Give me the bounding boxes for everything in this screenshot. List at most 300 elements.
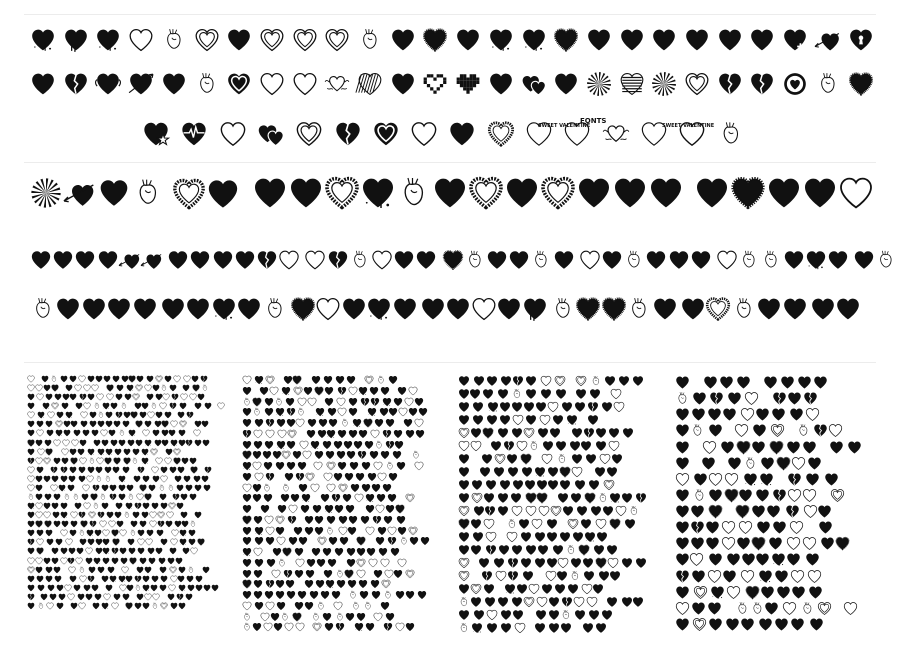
heart-solid-icon — [164, 375, 172, 383]
heart-solid-icon — [170, 602, 178, 610]
heart-solid-icon — [300, 504, 310, 514]
heart-solid-icon — [393, 249, 415, 271]
heart-solid-icon — [334, 504, 344, 514]
heart-solid-icon — [125, 575, 133, 583]
heart-broken-icon — [67, 557, 75, 565]
heart-solid-icon — [483, 492, 495, 504]
heart-broken-icon — [772, 391, 787, 406]
heart-solid-icon — [346, 375, 356, 385]
heart-solid-icon — [315, 579, 325, 589]
heart-outline-icon — [46, 602, 54, 610]
heart-solid-icon — [132, 511, 140, 519]
heart-solid-icon — [500, 622, 512, 634]
heart-solid-icon — [470, 544, 482, 556]
heart-grunge-icon — [142, 584, 150, 592]
heart-grunge-icon — [254, 526, 264, 536]
heart-double-icon — [275, 515, 285, 525]
heart-solid-icon — [546, 557, 558, 569]
heart-solid-icon — [344, 472, 354, 482]
heart-anatomical-icon — [296, 407, 306, 417]
heart-solid-icon — [306, 558, 316, 568]
heart-solid-icon — [493, 466, 505, 478]
heart-solid-icon — [316, 558, 326, 568]
heart-outline-icon — [414, 461, 424, 471]
heart-outline-icon — [71, 439, 79, 447]
heart-solid-icon — [847, 440, 862, 455]
heart-solid-icon — [337, 461, 347, 471]
heart-anatomical-icon — [50, 375, 58, 383]
heart-solid-icon — [288, 536, 298, 546]
heart-solid-icon — [518, 518, 530, 530]
heart-solid-icon — [497, 492, 509, 504]
heart-outline-icon — [168, 584, 176, 592]
heart-solid-icon — [298, 483, 308, 493]
heart-outline-icon — [536, 596, 548, 608]
heart-solid-icon — [774, 617, 789, 632]
heart-anatomical-icon — [150, 402, 158, 410]
heart-solid-icon — [508, 249, 530, 271]
heart-solid-icon — [252, 450, 262, 460]
heart-solid-icon — [365, 622, 375, 632]
heart-solid-icon — [176, 484, 184, 492]
heart-wavy-icon — [705, 296, 731, 322]
heart-solid-icon — [575, 388, 587, 400]
heart-scalloped-icon — [70, 457, 78, 465]
heart-solid-icon — [675, 536, 690, 551]
heart-solid-icon — [791, 585, 806, 600]
heart-outline-icon — [354, 493, 364, 503]
heart-outline-icon — [36, 393, 44, 401]
heart-solid-icon — [751, 440, 766, 455]
heart-anatomical-icon — [556, 453, 568, 465]
heart-solid-icon — [548, 596, 560, 608]
heart-anatomical-icon — [129, 529, 137, 537]
heart-solid-icon — [405, 622, 415, 632]
heart-double-icon — [458, 505, 470, 517]
heart-solid-icon — [337, 429, 347, 439]
heart-outline-icon — [121, 566, 129, 574]
heart-scalloped-icon — [44, 520, 52, 528]
heart-solid-icon — [324, 386, 334, 396]
heart-solid-icon — [139, 557, 147, 565]
heart-solid-icon — [136, 566, 144, 574]
heart-double-icon — [405, 493, 415, 503]
heart-solid-icon — [46, 538, 54, 546]
heart-solid-icon — [853, 249, 875, 271]
heart-outline-icon — [170, 538, 178, 546]
heart-solid-icon — [322, 612, 332, 622]
heart-solid-icon — [242, 590, 252, 600]
heart-solid-icon — [380, 450, 390, 460]
heart-solid-icon — [574, 609, 586, 621]
heart-anatomical-icon — [30, 296, 56, 322]
heart-solid-icon — [380, 386, 390, 396]
heart-outline-icon — [295, 622, 305, 632]
heart-grunge-icon — [211, 296, 237, 322]
heart-solid-icon — [46, 429, 54, 437]
heart-solid-icon — [127, 538, 135, 546]
heart-scalloped-icon — [192, 384, 200, 392]
heart-solid-icon — [87, 393, 95, 401]
heart-solid-icon — [139, 411, 147, 419]
heart-solid-icon — [675, 488, 690, 503]
heart-outline-icon — [137, 538, 145, 546]
heart-grunge-icon — [310, 440, 320, 450]
heart-outline-icon — [265, 601, 275, 611]
heart-solid-icon — [675, 407, 690, 422]
heart-solid-icon — [705, 536, 720, 551]
heart-broken-icon — [749, 71, 775, 97]
heart-solid-icon — [369, 386, 379, 396]
heart-solid-icon — [589, 388, 601, 400]
heart-anatomical-icon — [760, 249, 782, 271]
heart-outline-icon — [384, 569, 394, 579]
heart-double-icon — [135, 384, 143, 392]
heart-outline-icon — [571, 466, 583, 478]
heart-solid-icon — [680, 296, 706, 322]
heart-solid-icon — [58, 593, 66, 601]
heart-solid-icon — [786, 552, 801, 567]
heart-scalloped-icon — [363, 418, 373, 428]
heart-solid-icon — [44, 493, 52, 501]
heart-solid-icon — [766, 504, 781, 519]
heart-arrow-icon — [64, 177, 96, 209]
heart-solid-icon — [67, 484, 75, 492]
heart-grunge-icon — [242, 547, 252, 557]
heart-solid-icon — [51, 502, 59, 510]
heart-solid-icon — [78, 475, 86, 483]
heart-solid-icon — [394, 440, 404, 450]
heart-solid-icon — [264, 397, 274, 407]
heart-double-icon — [364, 375, 374, 385]
heart-solid-icon — [253, 515, 263, 525]
heart-grunge-icon — [118, 475, 126, 483]
heart-solid-icon — [675, 520, 690, 535]
heart-outline-icon — [740, 407, 755, 422]
heart-solid-icon — [572, 531, 584, 543]
heart-solid-icon — [91, 429, 99, 437]
heart-solid-icon — [77, 448, 85, 456]
heart-solid-icon — [252, 493, 262, 503]
heart-solid-icon — [27, 420, 35, 428]
heart-outline-icon — [79, 457, 87, 465]
heart-solid-icon — [242, 472, 252, 482]
heart-outline-icon — [297, 397, 307, 407]
heart-scalloped-icon — [123, 457, 131, 465]
heart-outline-icon — [348, 386, 358, 396]
heart-solid-icon — [486, 375, 498, 387]
heart-anatomical-icon — [550, 296, 576, 322]
heart-solid-icon — [152, 475, 160, 483]
heart-outline-icon — [791, 456, 806, 471]
heart-grunge-icon — [27, 502, 35, 510]
heart-solid-icon — [537, 544, 549, 556]
heart-solid-icon — [27, 584, 35, 592]
heart-scalloped-icon — [173, 457, 181, 465]
heart-solid-icon — [91, 584, 99, 592]
heart-double-icon — [494, 453, 506, 465]
heart-solid-icon — [574, 479, 586, 491]
heart-grunge-icon — [254, 375, 264, 385]
heart-outline-icon — [377, 472, 387, 482]
heart-solid-icon — [95, 375, 103, 383]
heart-solid-icon — [155, 547, 163, 555]
heart-anatomical-icon — [815, 71, 841, 97]
heart-outline-icon — [155, 457, 163, 465]
heart-solid-icon — [159, 584, 167, 592]
heart-ring-icon — [372, 120, 400, 148]
heart-scalloped-icon — [344, 569, 354, 579]
heart-solid-icon — [393, 397, 403, 407]
heart-solid-icon — [87, 375, 95, 383]
heart-outline-icon — [782, 601, 797, 616]
heart-solid-icon — [323, 569, 333, 579]
heart-solid-icon — [388, 407, 398, 417]
heart-solid-icon — [294, 569, 304, 579]
heart-solid-icon — [305, 569, 315, 579]
heart-solid-icon — [189, 493, 197, 501]
heart-solid-icon — [618, 375, 630, 387]
heart-solid-icon — [113, 420, 121, 428]
heart-double-icon — [381, 579, 391, 589]
heart-solid-icon — [85, 593, 93, 601]
heart-solid-icon — [511, 427, 523, 439]
heart-outline-icon — [304, 249, 326, 271]
heart-scalloped-icon — [609, 518, 621, 530]
heart-solid-icon — [242, 493, 252, 503]
heart-solid-icon — [397, 526, 407, 536]
heart-solid-icon — [79, 538, 87, 546]
heart-anatomical-icon — [131, 457, 139, 465]
heart-solid-icon — [327, 558, 337, 568]
heart-solid-icon — [27, 511, 35, 519]
heart-anatomical-icon — [316, 601, 326, 611]
heart-grunge-icon — [128, 429, 136, 437]
heart-double-icon — [43, 457, 51, 465]
heart-grunge-icon — [37, 411, 45, 419]
heart-anatomical-icon — [597, 492, 609, 504]
heart-grunge-icon — [534, 466, 546, 478]
heart-halftone-icon — [357, 71, 383, 97]
heart-solid-icon — [497, 596, 509, 608]
heart-scalloped-icon — [751, 536, 766, 551]
heart-solid-icon — [128, 547, 136, 555]
heart-solid-icon — [470, 518, 482, 530]
heart-solid-icon — [708, 423, 723, 438]
heart-solid-icon — [146, 393, 154, 401]
heart-double-icon — [155, 375, 163, 383]
heart-solid-icon — [242, 386, 252, 396]
heart-solid-icon — [265, 536, 275, 546]
heart-solid-icon — [168, 429, 176, 437]
heart-solid-icon — [534, 557, 546, 569]
heart-solid-icon — [482, 388, 494, 400]
heart-solid-icon — [485, 479, 497, 491]
heart-outline-icon — [495, 570, 507, 582]
heart-outline-icon — [189, 393, 197, 401]
heart-outline-icon — [365, 526, 375, 536]
heart-solid-icon — [393, 429, 403, 439]
heart-solid-icon — [130, 520, 138, 528]
heart-solid-icon — [27, 448, 35, 456]
heart-outline-icon — [483, 518, 495, 530]
heart-outline-icon — [253, 429, 263, 439]
heart-outline-icon — [242, 483, 252, 493]
heart-broken-icon — [286, 407, 296, 417]
heart-solid-icon — [202, 439, 210, 447]
heart-solid-icon — [349, 461, 359, 471]
heart-solid-icon — [471, 479, 483, 491]
heart-grunge-icon — [352, 418, 362, 428]
heart-outline-icon — [408, 386, 418, 396]
heart-solid-icon — [52, 249, 74, 271]
heart-solid-icon — [569, 440, 581, 452]
heart-solid-icon — [350, 483, 360, 493]
heart-solid-icon — [708, 552, 723, 567]
heart-solid-icon — [574, 401, 586, 413]
heart-broken-icon — [89, 520, 97, 528]
heart-broken-icon — [79, 393, 87, 401]
heart-solid-icon — [320, 493, 330, 503]
heart-solid-icon — [54, 575, 62, 583]
heart-solid-icon — [73, 429, 81, 437]
heart-outline-icon — [91, 384, 99, 392]
heart-solid-icon — [590, 505, 602, 517]
heart-double-icon — [817, 601, 832, 616]
heart-broken-icon — [63, 71, 89, 97]
heart-solid-icon — [331, 590, 341, 600]
heart-outline-icon — [414, 418, 424, 428]
heart-solid-icon — [126, 584, 134, 592]
heart-solid-icon — [537, 427, 549, 439]
heart-outline-icon — [540, 375, 552, 387]
heart-solid-icon — [593, 544, 605, 556]
heart-solid-icon — [189, 457, 197, 465]
heart-grunge-icon — [65, 411, 73, 419]
heart-solid-icon — [156, 529, 164, 537]
heart-solid-icon — [595, 440, 607, 452]
heart-solid-icon — [174, 475, 182, 483]
heart-broken-icon — [484, 505, 496, 517]
heart-anatomical-icon — [78, 566, 86, 574]
heart-solid-icon — [774, 569, 789, 584]
heart-solid-icon — [752, 423, 767, 438]
heart-solid-icon — [178, 602, 186, 610]
heart-solid-icon — [479, 466, 491, 478]
heart-solid-icon — [536, 479, 548, 491]
heart-solid-icon — [154, 420, 162, 428]
heart-outline-icon — [843, 601, 858, 616]
heart-broken-icon — [295, 472, 305, 482]
heart-outline-icon — [786, 536, 801, 551]
heart-solid-icon — [165, 520, 173, 528]
heart-solid-icon — [81, 296, 107, 322]
heart-solid-icon — [80, 420, 88, 428]
heart-solid-icon — [736, 536, 751, 551]
heart-solid-icon — [632, 375, 644, 387]
heart-outline-icon — [43, 511, 51, 519]
heart-solid-icon — [387, 493, 397, 503]
heart-solid-icon — [116, 384, 124, 392]
paragraph-sample-tiny — [27, 375, 227, 611]
heart-solid-icon — [36, 575, 44, 583]
heart-solid-icon — [61, 402, 69, 410]
heart-outline-icon — [164, 457, 172, 465]
heart-solid-icon — [500, 609, 512, 621]
heart-anatomical-icon — [132, 177, 164, 209]
heart-solid-icon — [379, 407, 389, 417]
heart-solid-icon — [525, 388, 537, 400]
heart-broken-icon — [185, 439, 193, 447]
heart-solid-icon — [377, 526, 387, 536]
heart-solid-icon — [45, 575, 53, 583]
heart-solid-icon — [35, 484, 43, 492]
heart-solid-icon — [420, 536, 430, 546]
heart-solid-icon — [333, 472, 343, 482]
heart-solid-icon — [587, 414, 599, 426]
heart-outline-icon — [111, 602, 119, 610]
heart-solid-icon — [297, 461, 307, 471]
heart-broken-icon — [27, 593, 35, 601]
paragraph-sample-large — [675, 375, 873, 633]
heart-double-icon — [173, 448, 181, 456]
heart-anatomical-icon — [374, 440, 384, 450]
heart-solid-icon — [45, 529, 53, 537]
heart-solid-icon — [27, 429, 35, 437]
heart-outline-icon — [35, 502, 43, 510]
heart-solid-icon — [347, 579, 357, 589]
heart-solid-icon — [342, 493, 352, 503]
heart-broken-icon — [242, 429, 252, 439]
heart-solid-icon — [75, 402, 83, 410]
heart-solid-icon — [201, 420, 209, 428]
heart-broken-icon — [335, 622, 345, 632]
heart-broken-icon — [169, 402, 177, 410]
heart-twin-icon — [257, 120, 285, 148]
heart-outline-icon — [323, 472, 333, 482]
heart-solid-icon — [326, 515, 336, 525]
heart-outline-icon — [119, 529, 127, 537]
heart-scalloped-icon — [601, 296, 627, 322]
heart-solid-icon — [73, 584, 81, 592]
heart-solid-icon — [738, 488, 753, 503]
heart-solid-icon — [511, 596, 523, 608]
heart-solid-icon — [559, 479, 571, 491]
heart-solid-icon — [594, 466, 606, 478]
heart-solid-icon — [648, 175, 684, 211]
heart-solid-icon — [755, 407, 770, 422]
heart-solid-icon — [211, 584, 219, 592]
heart-solid-icon — [35, 566, 43, 574]
heart-solid-icon — [187, 584, 195, 592]
heart-solid-icon — [580, 518, 592, 530]
heart-anatomical-icon — [280, 612, 290, 622]
heart-outline-icon — [265, 429, 275, 439]
divider-middle-1 — [24, 162, 876, 163]
heart-outline-icon — [265, 526, 275, 536]
heart-solid-icon — [555, 388, 567, 400]
heart-solid-icon — [51, 547, 59, 555]
heart-solid-icon — [522, 570, 534, 582]
heart-anatomical-icon — [735, 601, 750, 616]
heart-solid-icon — [273, 622, 283, 632]
heart-solid-icon — [89, 420, 97, 428]
heart-scalloped-icon — [144, 493, 152, 501]
heart-solid-icon — [97, 566, 105, 574]
heart-solid-icon — [764, 601, 779, 616]
heart-broken-icon — [337, 386, 347, 396]
heart-solid-icon — [253, 590, 263, 600]
